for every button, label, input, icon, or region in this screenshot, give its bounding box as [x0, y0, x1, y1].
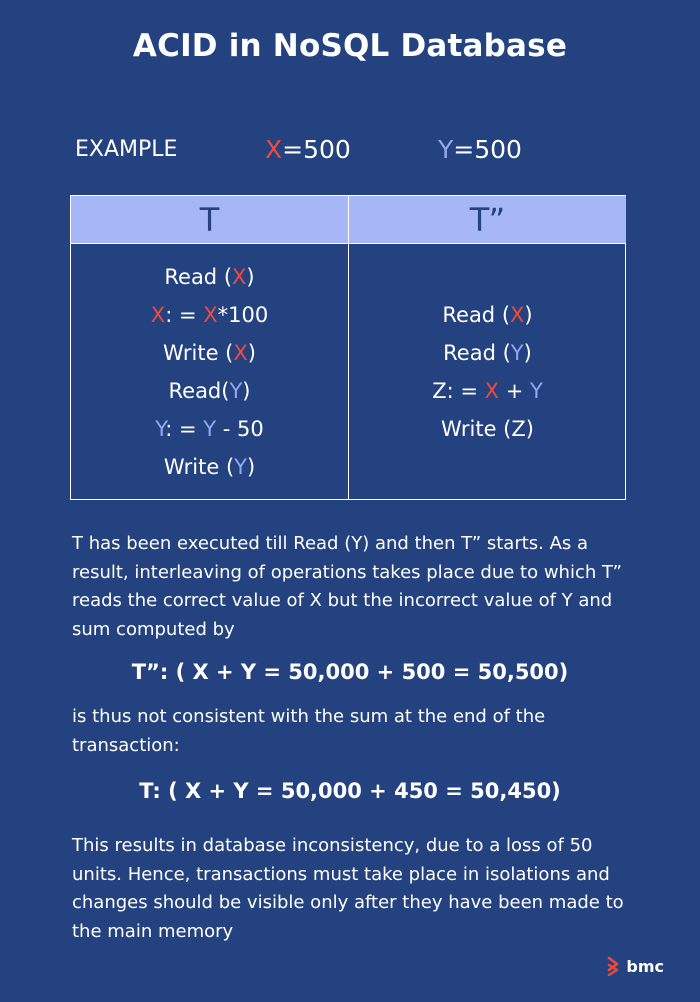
bmc-logo	[607, 956, 664, 976]
t-op-2	[163, 334, 256, 372]
bmc-logo-icon	[607, 956, 621, 976]
t-op-3	[169, 372, 251, 410]
example-label: EXAMPLE	[75, 137, 178, 162]
page-title: ACID in NoSQL Database	[132, 28, 568, 64]
t-operations	[71, 244, 349, 500]
t-op-3-part-0: Read(	[168, 379, 230, 403]
y-initial-value	[438, 135, 522, 164]
t2-op-0-part-0: Read (	[442, 303, 511, 327]
t2-op-1-part-0: Read (	[443, 341, 511, 365]
explanation-paragraph-3: This results in database inconsistency, due to a loss of 50 units. Hence, transactions must take place in isolations and changes should be visible only after they have been made to the main memory	[72, 835, 624, 942]
t-op-0-part-1: X	[232, 265, 247, 289]
t2-op-1-part-2: )	[523, 341, 532, 365]
t2-op-1-part-1: Y	[510, 341, 524, 365]
t-op-5	[164, 448, 255, 486]
t2-op-2-part-3: Y	[529, 379, 543, 403]
t-op-0	[164, 258, 254, 296]
t-op-0-part-0: Read (	[164, 265, 233, 289]
explanation-paragraph-1: T has been executed till Read (Y) and then T” starts. As a result, interleaving of operations takes place due to which T” reads the correct value of X but the incorrect value of Y and sum computed by	[72, 533, 622, 640]
t-op-4-part-3: - 50	[216, 417, 264, 441]
t2-op-0-part-2: )	[524, 303, 533, 327]
formula-t: T: ( X + Y = 50,000 + 450 = 50,450)	[139, 779, 561, 803]
t2-op-0	[442, 296, 532, 334]
explanation-paragraph-2: is thus not consistent with the sum at the end of the transaction:	[72, 706, 546, 756]
t-op-1-part-0: X	[150, 303, 166, 327]
header-t-double-prime: T”	[349, 196, 626, 244]
y-var-label: Y	[438, 135, 454, 164]
t-op-2-part-0: Write (	[163, 341, 234, 365]
transaction-table	[70, 195, 626, 500]
t2-op-0-part-1: X	[510, 303, 525, 327]
t-op-4-part-1: : =	[165, 417, 204, 441]
t-op-1-part-3: *100	[217, 303, 269, 327]
t2-op-2-part-0: Z: =	[432, 379, 485, 403]
t-op-0-part-2: )	[246, 265, 255, 289]
x-value: =500	[282, 135, 351, 164]
t-op-3-part-1: Y	[229, 379, 243, 403]
t-op-2-part-1: X	[233, 341, 248, 365]
x-var-label: X	[265, 135, 283, 164]
t2-op-2-part-1: X	[484, 379, 500, 403]
t-op-2-part-2: )	[247, 341, 256, 365]
formula-t-double-prime: T”: ( X + Y = 50,000 + 500 = 50,500)	[131, 660, 569, 684]
bmc-logo-text: bmc	[626, 956, 664, 976]
example-row	[0, 135, 700, 171]
t-op-5-part-2: )	[246, 455, 256, 479]
t-op-1-part-2: X	[203, 303, 218, 327]
t-op-3-part-2: )	[242, 379, 251, 403]
t2-op-2	[432, 372, 543, 410]
t-op-5-part-1: Y	[234, 455, 247, 479]
t2-op-2-part-2: +	[499, 379, 530, 403]
t-op-1	[151, 296, 268, 334]
t-op-1-part-1: : =	[165, 303, 204, 327]
header-t: T	[71, 196, 349, 244]
t-op-4	[155, 410, 264, 448]
t2-op-3-part-0: Write (Z)	[441, 417, 534, 441]
t2-op-3	[441, 410, 534, 448]
t-op-5-part-0: Write (	[163, 455, 235, 479]
x-initial-value	[265, 135, 351, 164]
y-value: =500	[453, 135, 522, 164]
t-double-prime-operations	[349, 244, 626, 500]
t-op-4-part-0: Y	[155, 417, 166, 441]
t2-op-1	[443, 334, 532, 372]
t-op-4-part-2: Y	[203, 417, 217, 441]
